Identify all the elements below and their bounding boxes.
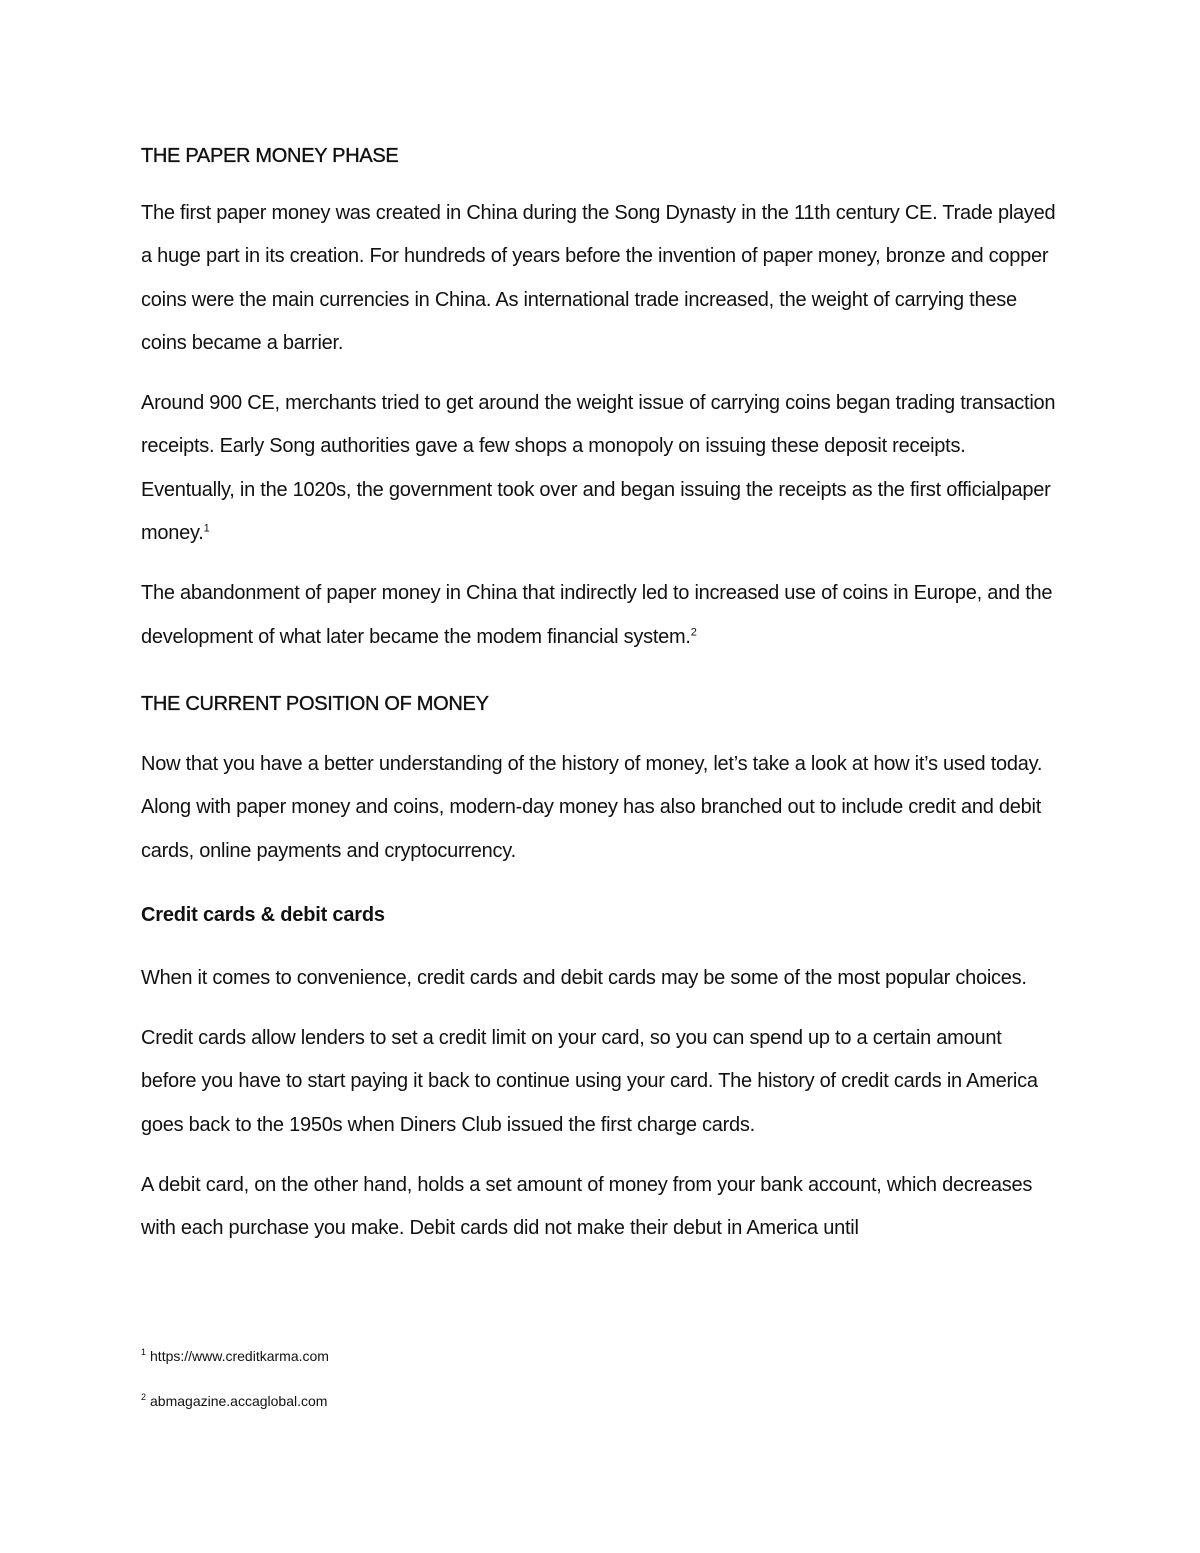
paragraph-abandonment <box>141 572 1061 659</box>
paragraph-credit-cards: Credit cards allow lenders to set a credit limit on your card, so you can spend up to a certain amount before you have to start paying it back to continue using your card. The history of credit cards in America goes back to the 1950s when Diners Club issued the first charge cards. <box>141 1027 1038 1136</box>
paragraph-abandonment-text: The abandonment of paper money in China that indirectly led to increased use of coins in Europe, and the development of what later became the modem financial system. <box>141 582 1053 648</box>
footnote-1 <box>141 1346 1061 1366</box>
footnote-2 <box>141 1391 1061 1411</box>
document-body <box>141 141 1061 1251</box>
footnote-marker-2: 2 <box>141 1392 147 1403</box>
footnotes <box>141 1346 1061 1436</box>
footnote-ref-1[interactable]: 1 <box>203 522 210 535</box>
paragraph-first-paper-money: The first paper money was created in China during the Song Dynasty in the 11th century CE. Trade played a huge part in its creation. For hundreds of years before the invention of paper money, bronze and copper coins were the main currencies in China. As international trade increased, the weight of carrying these coins became a barrier. <box>141 202 1056 354</box>
paragraph-around-900-text: Around 900 CE, merchants tried to get around the weight issue of carrying coins began trading transaction receipts. Early Song authorities gave a few shops a monopoly on issuing these deposit receipts. Eventually, in the 1020s, the government took over and began issuing the receipts as the first officialpaper money. <box>141 392 1056 545</box>
section-heading-current-position: THE CURRENT POSITION OF MONEY <box>141 692 489 715</box>
section-heading-paper-money: THE PAPER MONEY PHASE <box>141 145 399 167</box>
footnote-link-2[interactable]: abmagazine.accaglobal.com <box>150 1393 328 1409</box>
footnote-link-1[interactable]: https://www.creditkarma.com <box>150 1348 329 1364</box>
paragraph-debit-card: A debit card, on the other hand, holds a set amount of money from your bank account, which decreases with each purchase you make. Debit cards did not make their debut in America until <box>141 1174 1033 1240</box>
footnote-ref-2[interactable]: 2 <box>690 626 697 639</box>
paragraph-convenience: When it comes to convenience, credit cards and debit cards may be some of the most popular choices. <box>141 966 1027 989</box>
subheading-credit-debit-cards: Credit cards & debit cards <box>141 903 385 926</box>
paragraph-around-900 <box>141 382 1061 555</box>
paragraph-now-that: Now that you have a better understanding of the history of money, let’s take a look at how it’s used today. Along with paper money and coins, modern-day money has also branched out to include credit and debit cards, online payments and cryptocurrency. <box>141 752 1043 862</box>
footnote-marker-1: 1 <box>141 1347 147 1358</box>
